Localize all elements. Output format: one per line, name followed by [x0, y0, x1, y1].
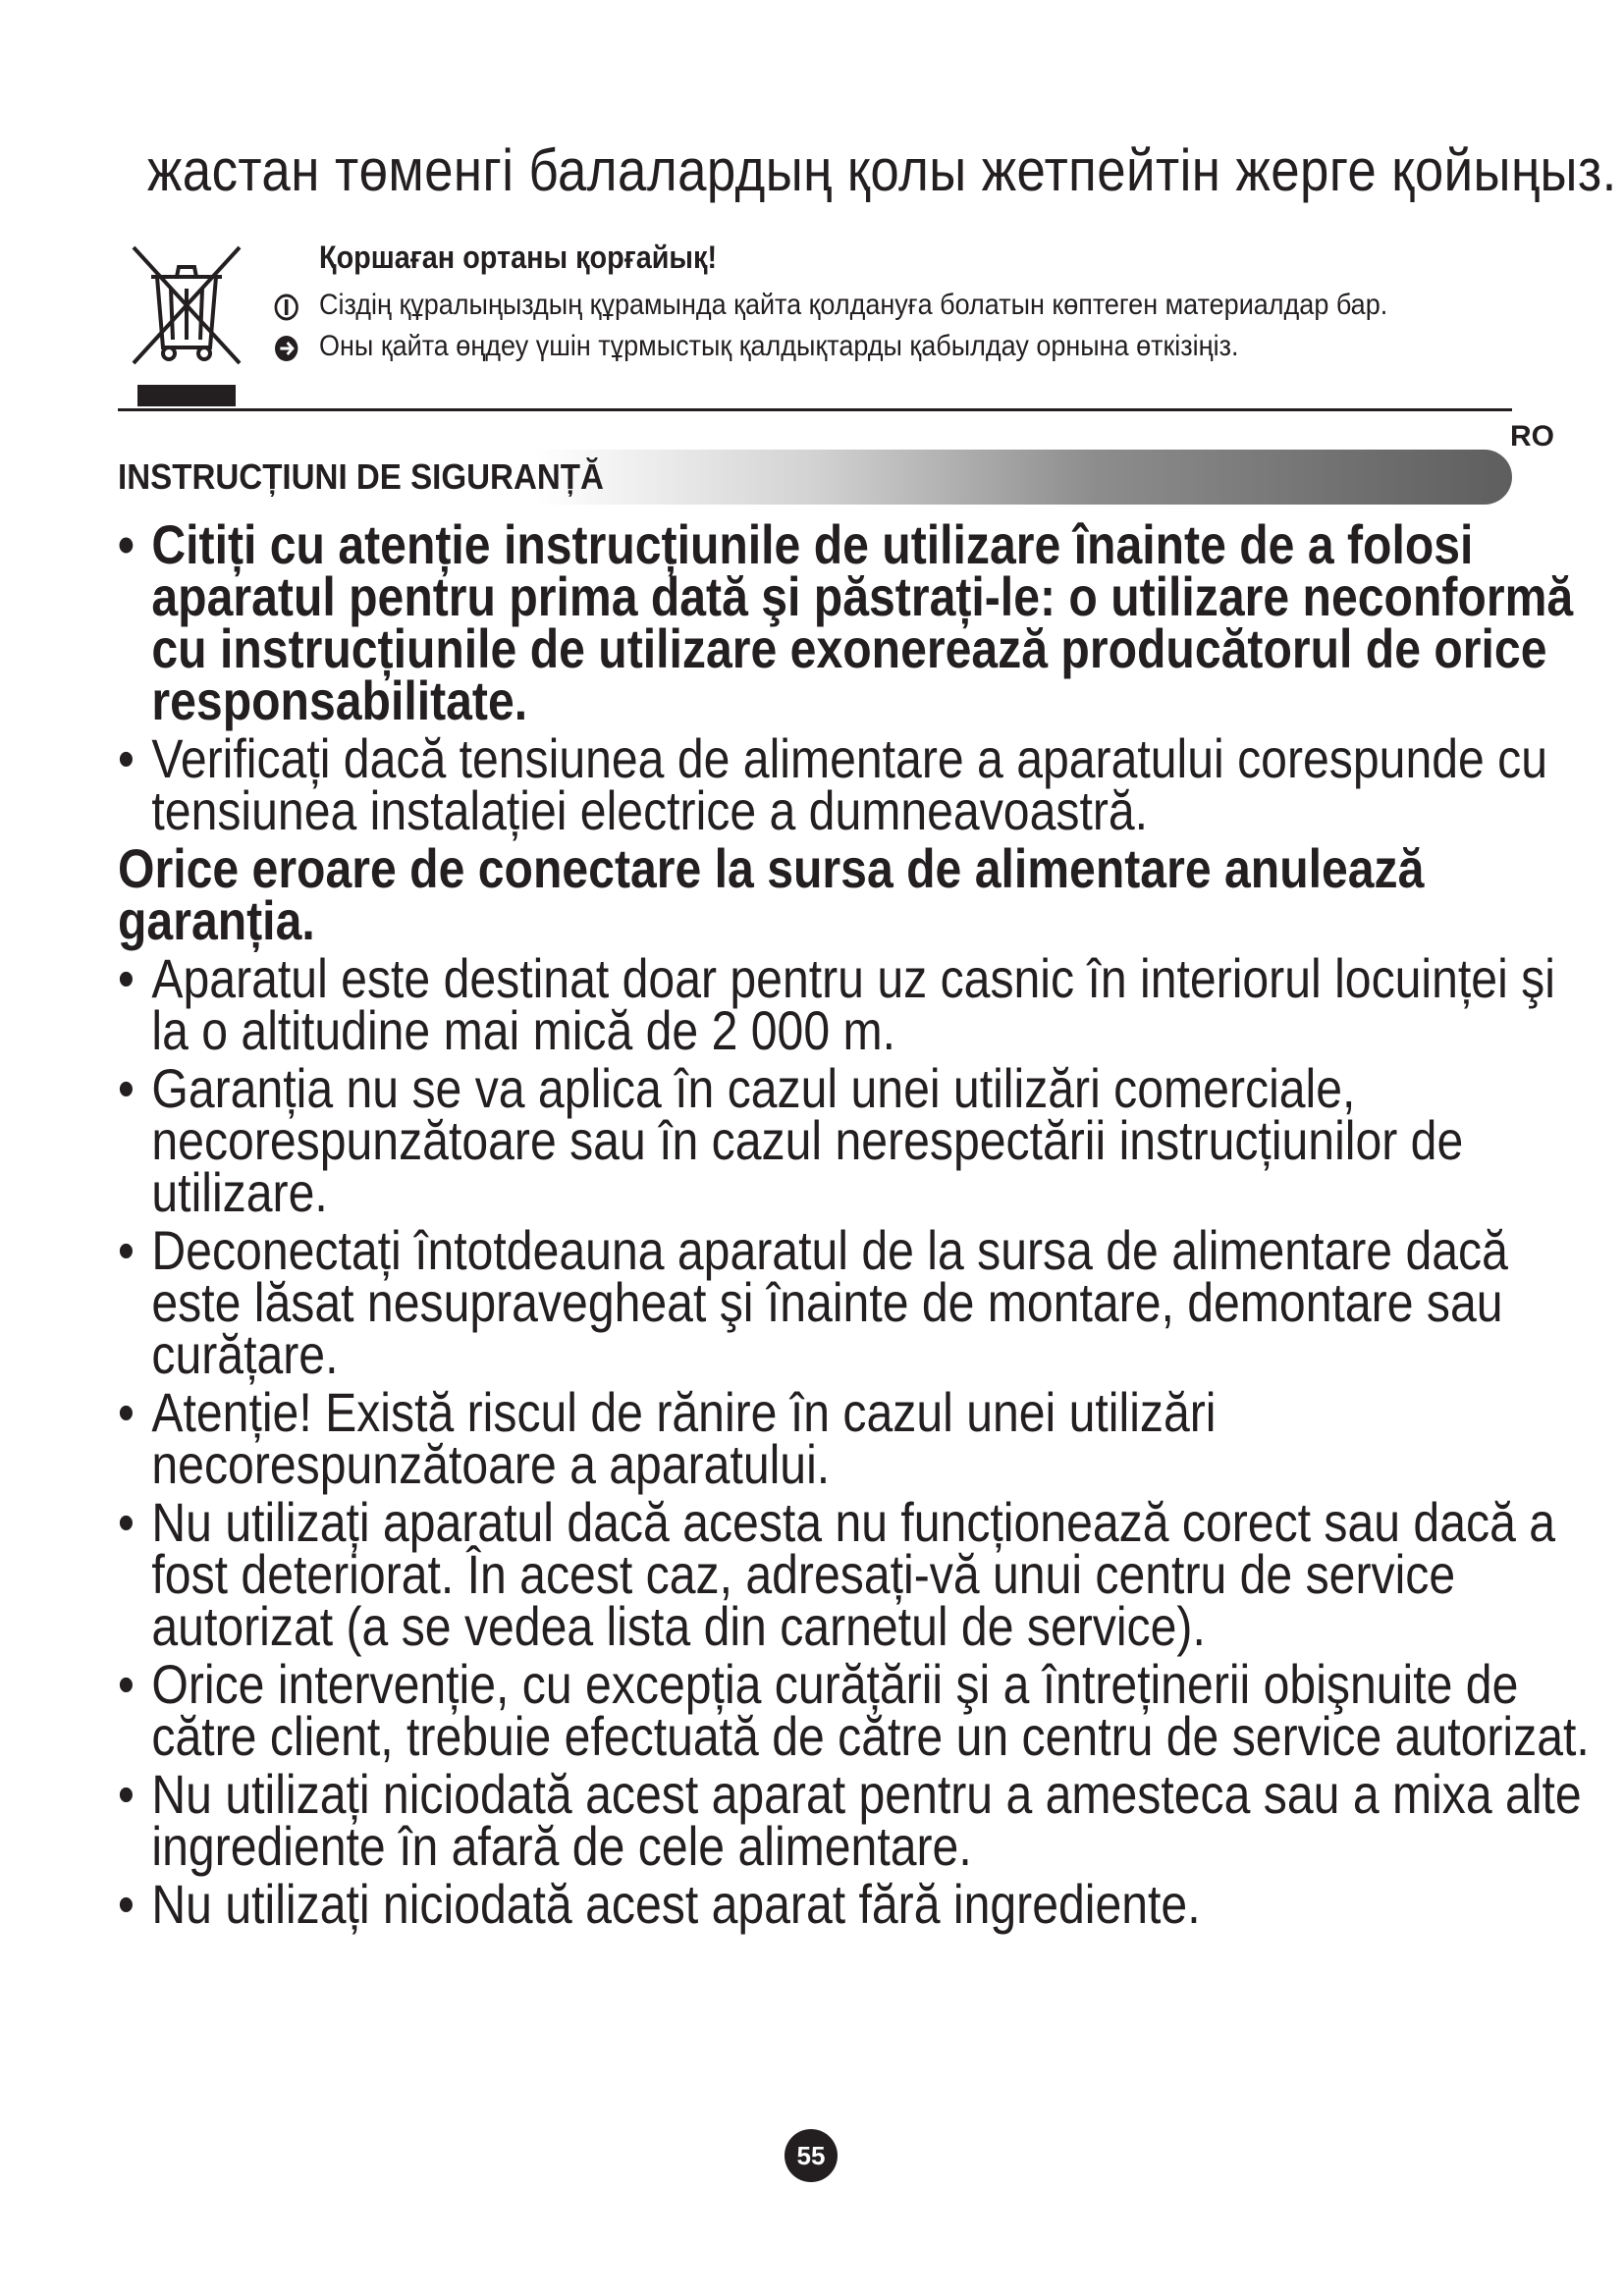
- list-item-text: Atenție! Există riscul de rănire în cazul unei utilizări necorespunzătoare a aparatului.: [151, 1381, 1217, 1495]
- section-title: INSTRUCȚIUNI DE SIGURANȚĂ: [118, 456, 604, 497]
- eco-line-1-text: Сіздің құралыңыздың құрамында қайта қолдануға болатын көптеген материалдар бар.: [319, 289, 1388, 321]
- eco-line-2-text: Оны қайта өңдеу үшін тұрмыстық қалдықтарды қабылдау орнына өткізіңіз.: [319, 330, 1239, 362]
- list-item: [118, 1057, 1596, 1223]
- safety-instructions: [118, 513, 1591, 1936]
- bullet: •: [118, 1653, 135, 1715]
- page-number: 55: [785, 2129, 838, 2182]
- list-item-text: Orice intervenție, cu excepția curățării şi a întreținerii obişnuite de către client, trebuie efectuată de către un centru de service autorizat.: [151, 1653, 1590, 1767]
- crossed-out-bin-icon: [128, 238, 245, 424]
- list-item: [118, 1219, 1596, 1385]
- list-item-text: Nu utilizați niciodată acest aparat fără ingrediente.: [151, 1873, 1201, 1935]
- list-item-text: Nu utilizați aparatul dacă acesta nu funcționează corect sau dacă a fost deteriorat. În acest caz, adresați-vă unui centru de service autorizat (a se vedea lista din carnetul de service).: [151, 1491, 1556, 1657]
- arrow-right-icon: [273, 334, 299, 363]
- environment-notice: [118, 232, 1512, 408]
- warranty-warning: Orice eroare de conectare la sursa de alimentare anulează garanția.: [118, 837, 1425, 951]
- recycle-info-icon: [273, 293, 299, 322]
- list-item: [118, 1491, 1596, 1657]
- list-item-text: Verificați dacă tensiunea de alimentare a aparatului corespunde cu tensiunea instalației electrice a dumneavoastră.: [151, 727, 1548, 841]
- list-item: [118, 1381, 1596, 1495]
- list-item: [118, 513, 1596, 731]
- bullet: •: [118, 1763, 135, 1825]
- eco-line-2: [319, 330, 1238, 363]
- bullet: •: [118, 1381, 135, 1443]
- bullet: •: [118, 947, 135, 1009]
- bullet: •: [118, 1219, 135, 1281]
- bullet: •: [118, 1057, 135, 1119]
- section-divider: [118, 408, 1512, 411]
- list-item: [118, 1653, 1596, 1767]
- list-item-text: Citiți cu atenție instrucțiunile de utilizare înainte de a folosi aparatul pentru prima dată şi păstrați-le: o utilizare neconformă cu instrucțiunile de utilizare exonerează producătorul de orice responsabilitate.: [151, 513, 1574, 731]
- list-item-text: Nu utilizați niciodată acest aparat pentru a amesteca sau a mixa alte ingrediente în afară de cele alimentare.: [151, 1763, 1582, 1877]
- kazakh-warning-tail: жастан төменгі балалардың қолы жетпейтін жерге қойыңыз.: [147, 137, 1617, 203]
- list-item-text: Garanția nu se va aplica în cazul unei utilizări comerciale, necorespunzătoare sau în cazul nerespectării instrucțiunilor de utilizare.: [151, 1057, 1464, 1223]
- list-item: [118, 1873, 1596, 1935]
- list-item-text: Deconectați întotdeauna aparatul de la sursa de alimentare dacă este lăsat nesupravegheat şi înainte de montare, demontare sau curățare.: [151, 1219, 1508, 1385]
- list-item: [118, 1763, 1596, 1877]
- list-item: [118, 947, 1596, 1061]
- bullet: •: [118, 727, 135, 789]
- list-item-text: Aparatul este destinat doar pentru uz casnic în interiorul locuinței şi la o altitudine mai mică de 2 000 m.: [151, 947, 1555, 1061]
- eco-line-1: [319, 289, 1387, 322]
- bullet: •: [118, 1873, 135, 1935]
- bullet: •: [118, 1491, 135, 1553]
- language-code: RO: [1510, 420, 1554, 453]
- list-item: [118, 727, 1596, 841]
- bullet: •: [118, 513, 135, 575]
- eco-title: Қоршаған ортаны қорғайық!: [319, 240, 718, 275]
